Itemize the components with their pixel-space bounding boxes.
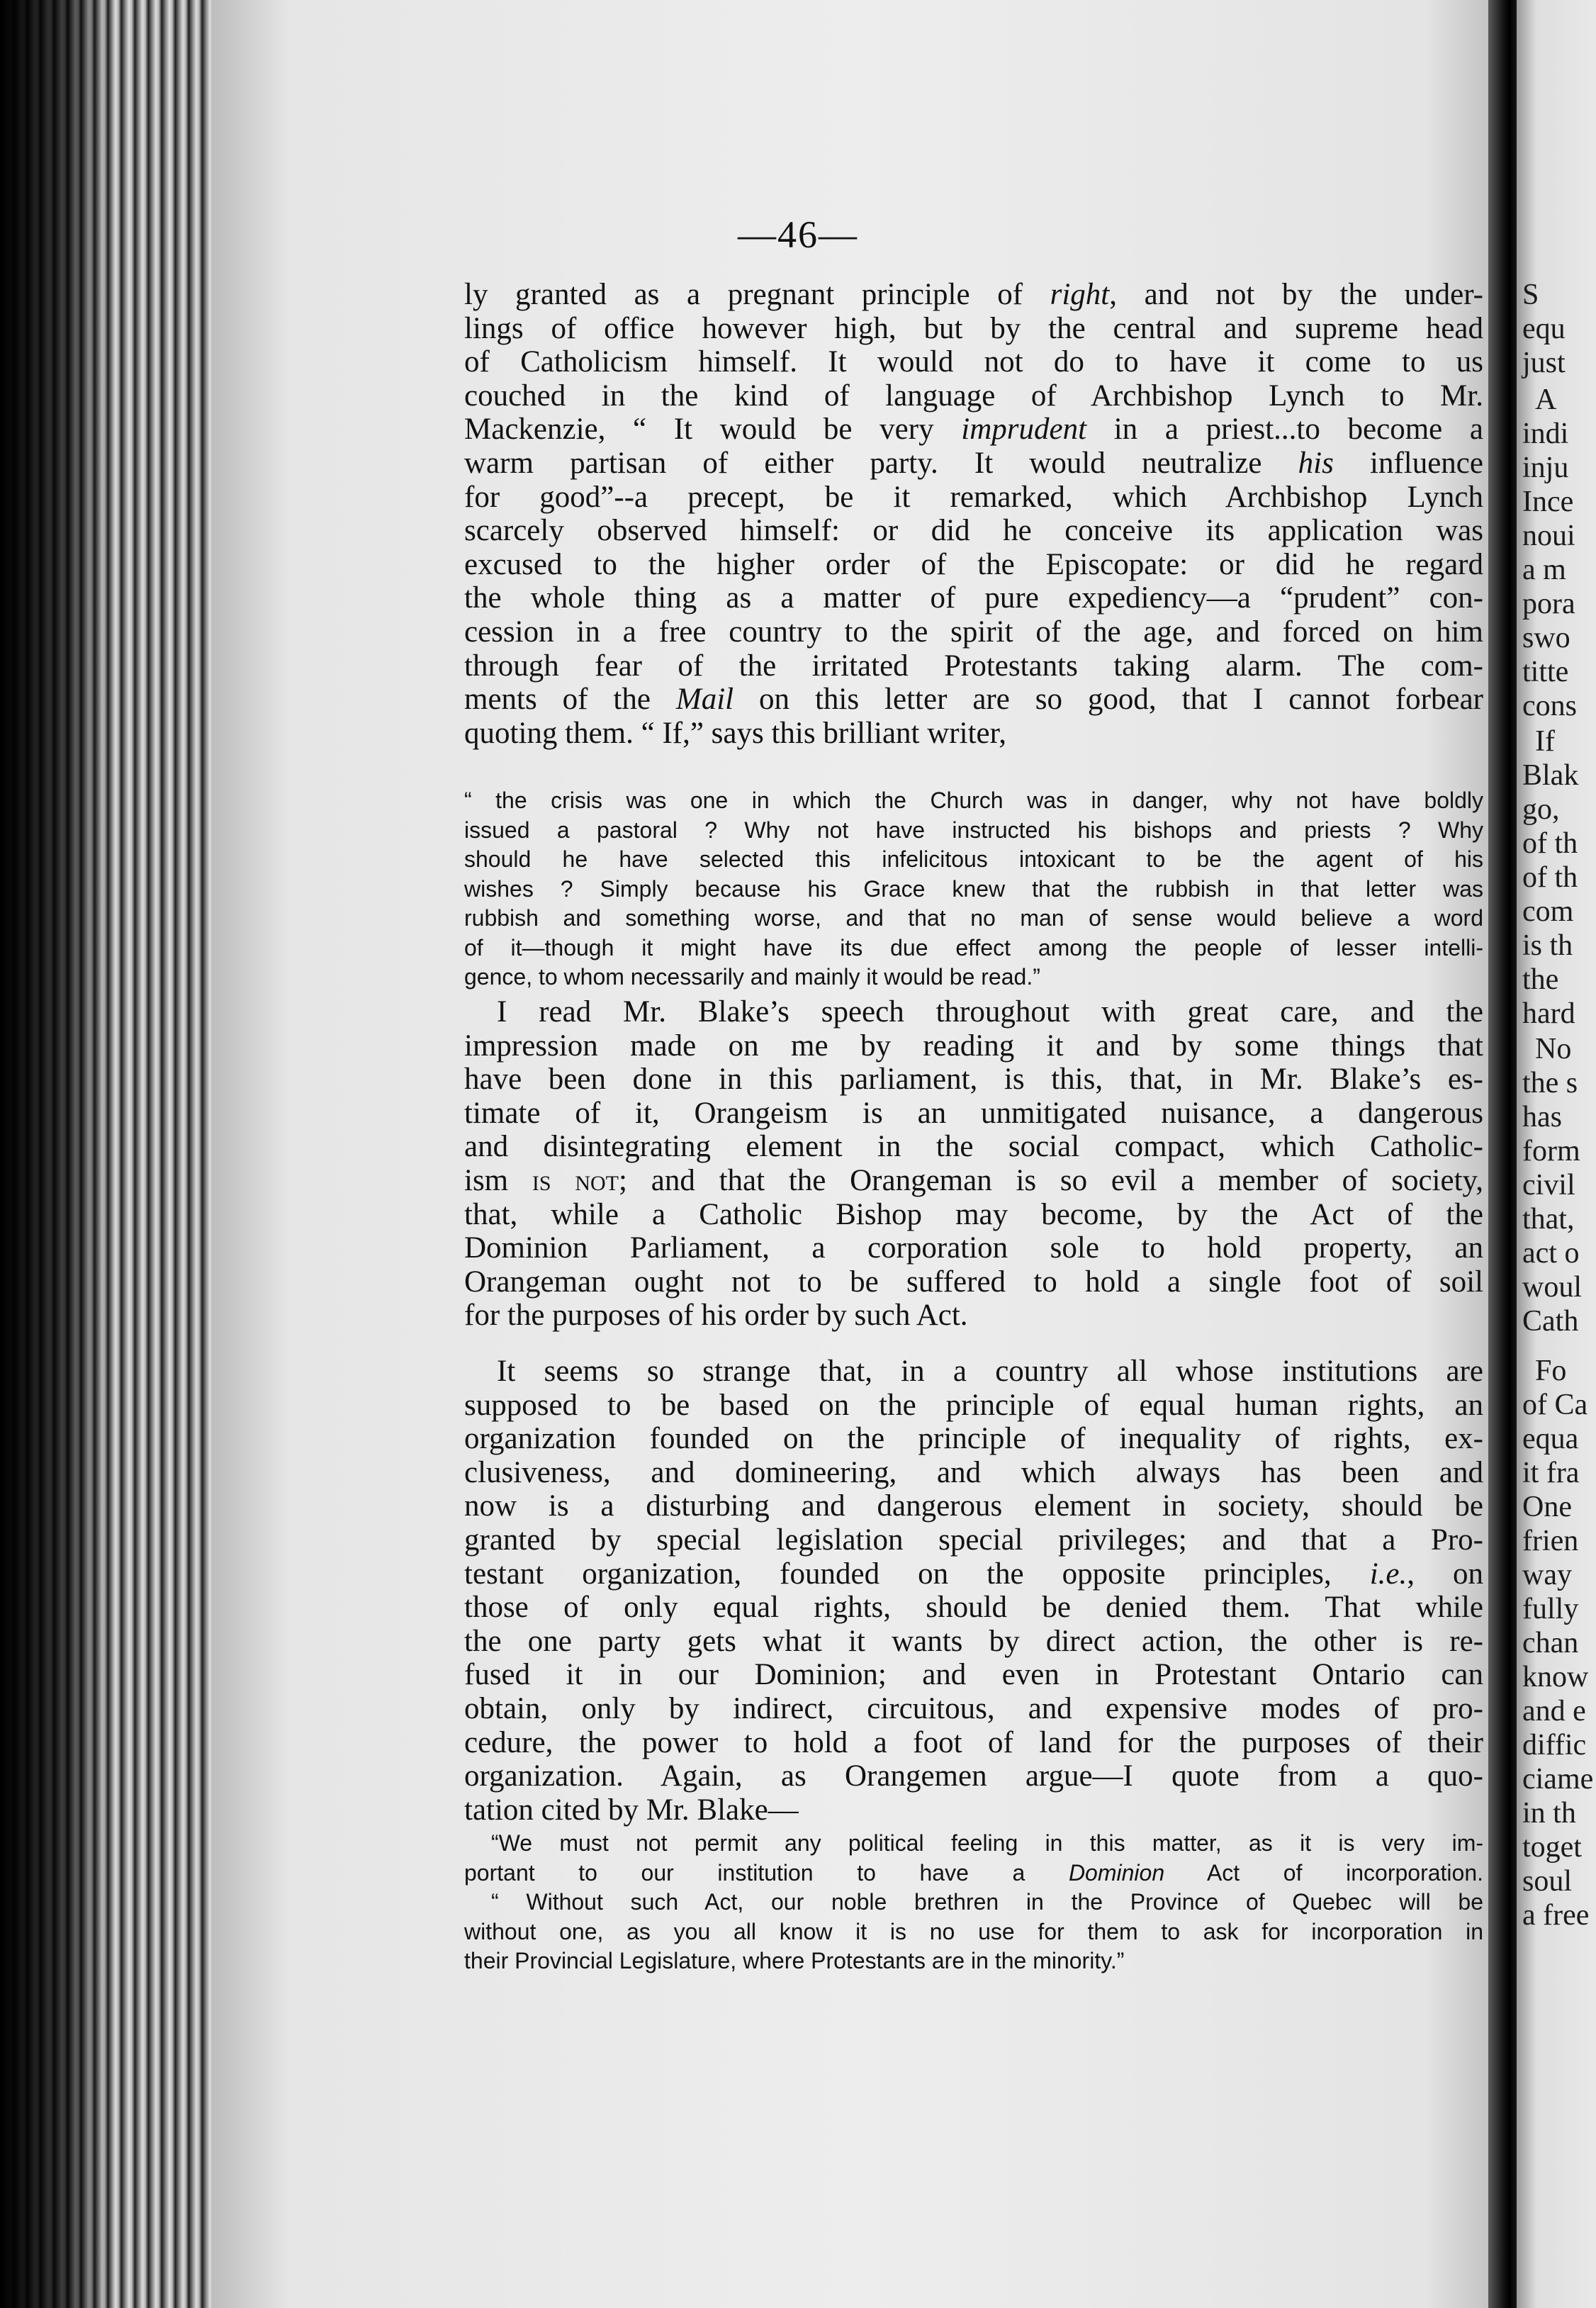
block3-line: It seems so strange that, in a country all whose institutions are [497,1355,1483,1388]
block1-line: through fear of the irritated Protestants taking alarm. The com- [464,649,1483,683]
block1-line: quoting them. “ If,” says this brilliant writer, [464,716,1006,750]
paragraph-1 [464,278,1483,750]
block1-line: ly granted as a pregnant principle of right, and not by the under- [464,278,1483,311]
block-quote-1 [464,786,1483,992]
block2-line: Orangeman ought not to be suffered to hold a single foot of soil [464,1265,1483,1299]
block3-line: the one party gets what it wants by direct action, the other is re- [464,1624,1483,1658]
block2-line: timate of it, Orangeism is an unmitigated nuisance, a dangerous [464,1096,1483,1130]
facing-page-line: swo [1522,622,1570,654]
quote1-line: of it—though it might have its due effect among the people of lesser intelli- [464,934,1483,960]
facing-page-line: A [1535,383,1557,416]
facing-page-line: Cath [1522,1305,1579,1338]
quote1-line: rubbish and something worse, and that no man of sense would believe a word [464,905,1483,931]
block3-line: testant organization, founded on the opposite principles, i.e., on [464,1557,1483,1591]
facing-page-line: noui [1522,520,1575,552]
facing-page-line: in th [1522,1797,1576,1830]
block2-line: ism is not; and that the Orangeman is so evil a member of society, [464,1163,1483,1197]
block-quote-2 [464,1829,1483,1976]
paragraph-3 [464,1355,1483,1827]
facing-page-line: soul [1522,1865,1573,1898]
facing-page-line: Ince [1522,486,1574,518]
block1-line: excused to the higher order of the Episcopate: or did he regard [464,547,1483,581]
facing-page-line: cons [1522,690,1577,722]
block1-line: couched in the kind of language of Archbishop Lynch to Mr. [464,379,1483,413]
block3-line: supposed to be based on the principle of equal human rights, an [464,1388,1483,1422]
block2-line: that, while a Catholic Bishop may become, by the Act of the [464,1197,1483,1231]
quote1-line: wishes ? Simply because his Grace knew that the rubbish in that letter was [464,875,1483,902]
facing-page-line: woul [1522,1271,1582,1304]
paragraph-2 [464,995,1483,1333]
quote2-line: without one, as you all know it is no use for them to ask for incorporation in [464,1918,1483,1944]
quote1-line: gence, to whom necessarily and mainly it would be read.” [464,964,1040,990]
facing-page-line: the s [1522,1067,1578,1099]
block3-line: cedure, the power to hold a foot of land for the purposes of their [464,1725,1483,1759]
facing-page-line: com [1522,895,1574,928]
block1-line: the whole thing as a matter of pure expediency—a “prudent” con- [464,581,1483,615]
block2-line: have been done in this parliament, is this, that, in Mr. Blake’s es- [464,1063,1483,1097]
block2-line: for the purposes of his order by such Act. [464,1299,968,1333]
facing-page-line: If [1535,725,1555,758]
block3-line: clusiveness, and domineering, and which always has been and [464,1455,1483,1489]
facing-page-line: a m [1522,554,1566,586]
page-number: —46— [738,213,858,256]
quote2-line: “ Without such Act, our noble brethren in the Province of Quebec will be [491,1889,1483,1915]
block2-line: impression made on me by reading it and by some things that [464,1029,1483,1063]
block3-line: obtain, only by indirect, circuitous, and expensive modes of pro- [464,1691,1483,1725]
block3-line: tation cited by Mr. Blake— [464,1793,799,1827]
facing-page-line: inju [1522,452,1569,484]
facing-page-line: and e [1522,1695,1586,1727]
block3-line: organization founded on the principle of inequality of rights, ex- [464,1422,1483,1456]
facing-page-line: pora [1522,588,1575,620]
edge-shadow [0,0,113,2308]
facing-page-line: just [1522,347,1566,379]
block1-line: cession in a free country to the spirit of the age, and forced on him [464,615,1483,649]
facing-page-line: know [1522,1661,1589,1693]
facing-page-line: indi [1522,418,1569,450]
facing-page-line: equ [1522,313,1566,345]
facing-page-line: ciame [1522,1763,1594,1796]
facing-page-line: titte [1522,656,1569,688]
facing-page-line: a free [1522,1899,1590,1932]
facing-page-line: way [1522,1559,1572,1591]
quote2-line: their Provincial Legislature, where Protestants are in the minority.” [464,1948,1125,1973]
block3-line: organization. Again, as Orangemen argue—I quote from a quo- [464,1759,1483,1793]
facing-page-line: diffic [1522,1729,1587,1761]
facing-page-line: of Ca [1522,1389,1588,1421]
facing-page-line: No [1535,1033,1572,1065]
block1-line: Mackenzie, “ It would be very imprudent in a priest...to become a [464,413,1483,447]
facing-page-line: chan [1522,1627,1579,1659]
block1-line: for good”--a precept, be it remarked, which Archbishop Lynch [464,480,1483,514]
facing-page-line: the [1522,963,1559,996]
facing-page-line: form [1522,1135,1580,1167]
facing-page-line: Blak [1522,759,1579,792]
facing-page-line: of th [1522,861,1578,894]
quote1-line: “ the crisis was one in which the Church was in danger, why not have boldly [464,788,1483,813]
block3-line: fused it in our Dominion; and even in Protestant Ontario can [464,1658,1483,1692]
facing-page-line: is th [1522,929,1573,962]
facing-page-line: of th [1522,827,1578,860]
block1-line: of Catholicism himself. It would not do to have it come to us [464,345,1483,379]
facing-page-line: equa [1522,1423,1579,1455]
facing-page-line: it fra [1522,1457,1580,1489]
block1-line: scarcely observed himself: or did he conceive its application was [464,514,1483,548]
facing-page-line: toget [1522,1831,1582,1864]
facing-page-line: fully [1522,1593,1579,1625]
block2-line: I read Mr. Blake’s speech throughout with great care, and the [497,995,1483,1029]
facing-page-line: Fo [1535,1355,1567,1387]
facing-page-line: that, [1522,1203,1575,1236]
facing-page-fragment [1517,0,1596,2308]
block1-line: ments of the Mail on this letter are so good, that I cannot forbear [464,683,1483,717]
facing-page-line: One [1522,1491,1572,1523]
facing-page-line: frien [1522,1525,1579,1557]
block1-line: warm partisan of either party. It would neutralize his influence [464,446,1483,480]
block3-line: now is a disturbing and dangerous element in society, should be [464,1489,1483,1523]
facing-page-line: S [1522,279,1539,311]
facing-page-line: go, [1522,793,1560,826]
facing-page-line: has [1522,1101,1562,1133]
quote1-line: issued a pastoral ? Why not have instructed his bishops and priests ? Why [464,817,1483,843]
facing-page-line: hard [1522,997,1575,1030]
facing-page-line: civil [1522,1169,1575,1201]
block3-line: those of only equal rights, should be denied them. That while [464,1591,1483,1625]
quote2-line: portant to our institution to have a Dominion Act of incorporation. [464,1859,1483,1886]
block3-line: granted by special legislation special privileges; and that a Pro- [464,1523,1483,1557]
quote2-line: “We must not permit any political feeling in this matter, as it is very im- [491,1830,1483,1856]
block2-line: and disintegrating element in the social compact, which Catholic- [464,1130,1483,1164]
block2-line: Dominion Parliament, a corporation sole to hold property, an [464,1231,1483,1265]
block1-line: lings of office however high, but by the central and supreme head [464,311,1483,345]
quote1-line: should he have selected this infelicitous intoxicant to be the agent of his [464,846,1483,872]
facing-page-line: act o [1522,1237,1580,1270]
